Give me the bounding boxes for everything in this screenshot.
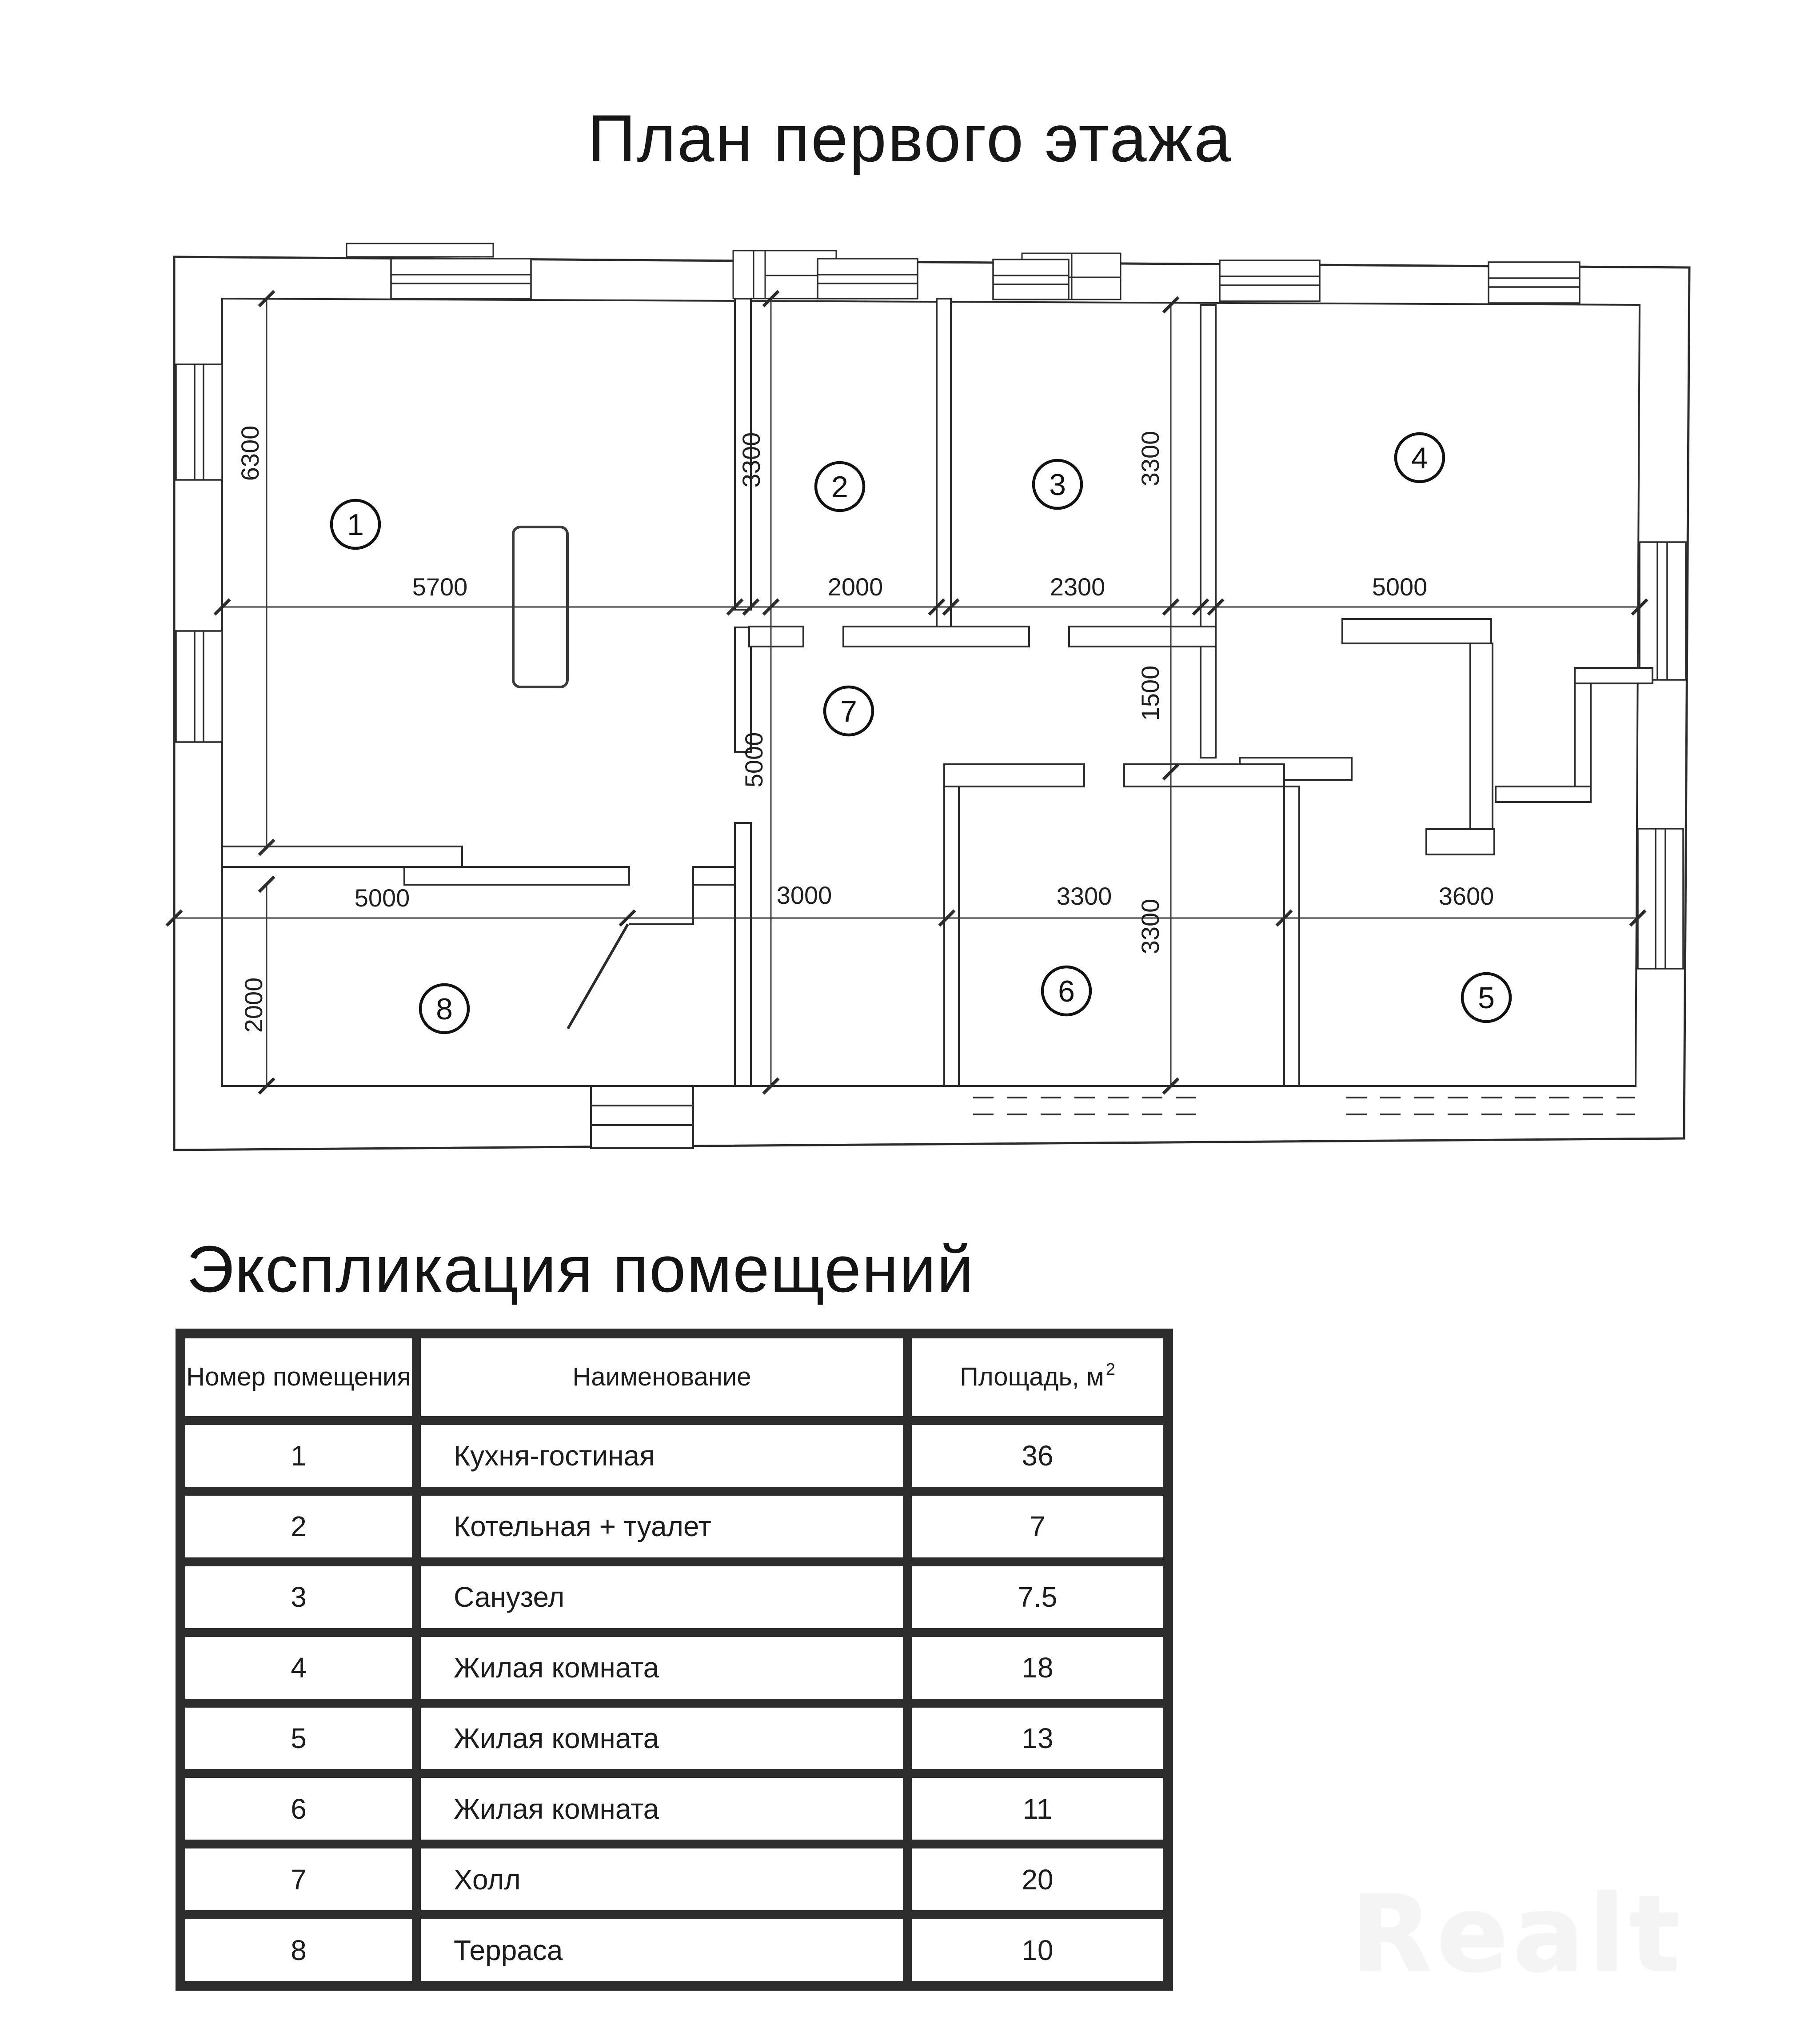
table-cell-name: Жилая комната xyxy=(421,1778,903,1840)
table-cell-area: 13 xyxy=(912,1708,1163,1769)
dim-label: 3300 xyxy=(737,432,765,488)
col-header-area-label: Площадь, м xyxy=(960,1362,1104,1392)
explication-table xyxy=(176,1329,1173,1991)
table-cell-area: 7.5 xyxy=(912,1566,1163,1628)
page-title: План первого этажа xyxy=(587,101,1233,176)
table-cell-name: Холл xyxy=(421,1848,903,1910)
table-cell-num: 8 xyxy=(185,1919,412,1981)
dim-label: 3300 xyxy=(1136,898,1164,954)
table-cell-name: Терраса xyxy=(421,1919,903,1981)
table-cell-num: 5 xyxy=(185,1708,412,1769)
room-number-3: 3 xyxy=(1049,468,1066,502)
dim-label: 3300 xyxy=(1136,431,1164,487)
room-number-8: 8 xyxy=(436,992,453,1026)
room-number-1: 1 xyxy=(347,508,364,542)
table-cell-name: Котельная + туалет xyxy=(421,1496,903,1557)
room-number-6: 6 xyxy=(1058,974,1075,1008)
table-cell-name: Санузел xyxy=(421,1566,903,1628)
explication-heading: Экспликация помещений xyxy=(187,1233,974,1306)
col-header-room-number: Номер помещения xyxy=(185,1338,412,1416)
table-cell-area: 10 xyxy=(912,1919,1163,1981)
dim-label: 5000 xyxy=(354,884,410,912)
outer-walls xyxy=(174,257,1689,1150)
table-cell-name: Кухня-гостиная xyxy=(421,1425,903,1487)
realt-watermark-logo: Realt xyxy=(1351,1873,1684,1996)
room-number-2: 2 xyxy=(831,470,848,504)
dim-label: 2000 xyxy=(827,573,883,601)
dim-label: 3300 xyxy=(1056,882,1112,910)
col-header-name: Наименование xyxy=(421,1338,903,1416)
table-cell-num: 2 xyxy=(185,1496,412,1557)
table-cell-area: 20 xyxy=(912,1848,1163,1910)
dim-label: 3600 xyxy=(1438,882,1494,910)
dim-label: 2300 xyxy=(1050,573,1106,601)
table-cell-area: 7 xyxy=(912,1496,1163,1557)
table-cell-area: 18 xyxy=(912,1637,1163,1699)
room-number-5: 5 xyxy=(1478,981,1495,1015)
table-cell-area: 36 xyxy=(912,1425,1163,1487)
table-cell-num: 1 xyxy=(185,1425,412,1487)
table-cell-name: Жилая комната xyxy=(421,1637,903,1699)
table-cell-area: 11 xyxy=(912,1778,1163,1840)
table-cell-num: 7 xyxy=(185,1848,412,1910)
dim-label: 6300 xyxy=(236,425,264,481)
room-number-7: 7 xyxy=(840,695,857,728)
dim-label: 5700 xyxy=(412,573,468,601)
floor-plan xyxy=(156,231,1711,1164)
dim-label: 2000 xyxy=(239,977,267,1033)
dim-label: 5000 xyxy=(740,732,768,788)
dim-label: 5000 xyxy=(1372,573,1428,601)
table-cell-num: 4 xyxy=(185,1637,412,1699)
table-cell-num: 3 xyxy=(185,1566,412,1628)
dim-label: 1500 xyxy=(1136,665,1164,721)
dim-label: 3000 xyxy=(776,881,832,909)
table-cell-name: Жилая комната xyxy=(421,1708,903,1769)
room-number-4: 4 xyxy=(1411,441,1428,475)
col-header-area: Площадь, м 2 xyxy=(912,1338,1163,1416)
table-cell-num: 6 xyxy=(185,1778,412,1840)
